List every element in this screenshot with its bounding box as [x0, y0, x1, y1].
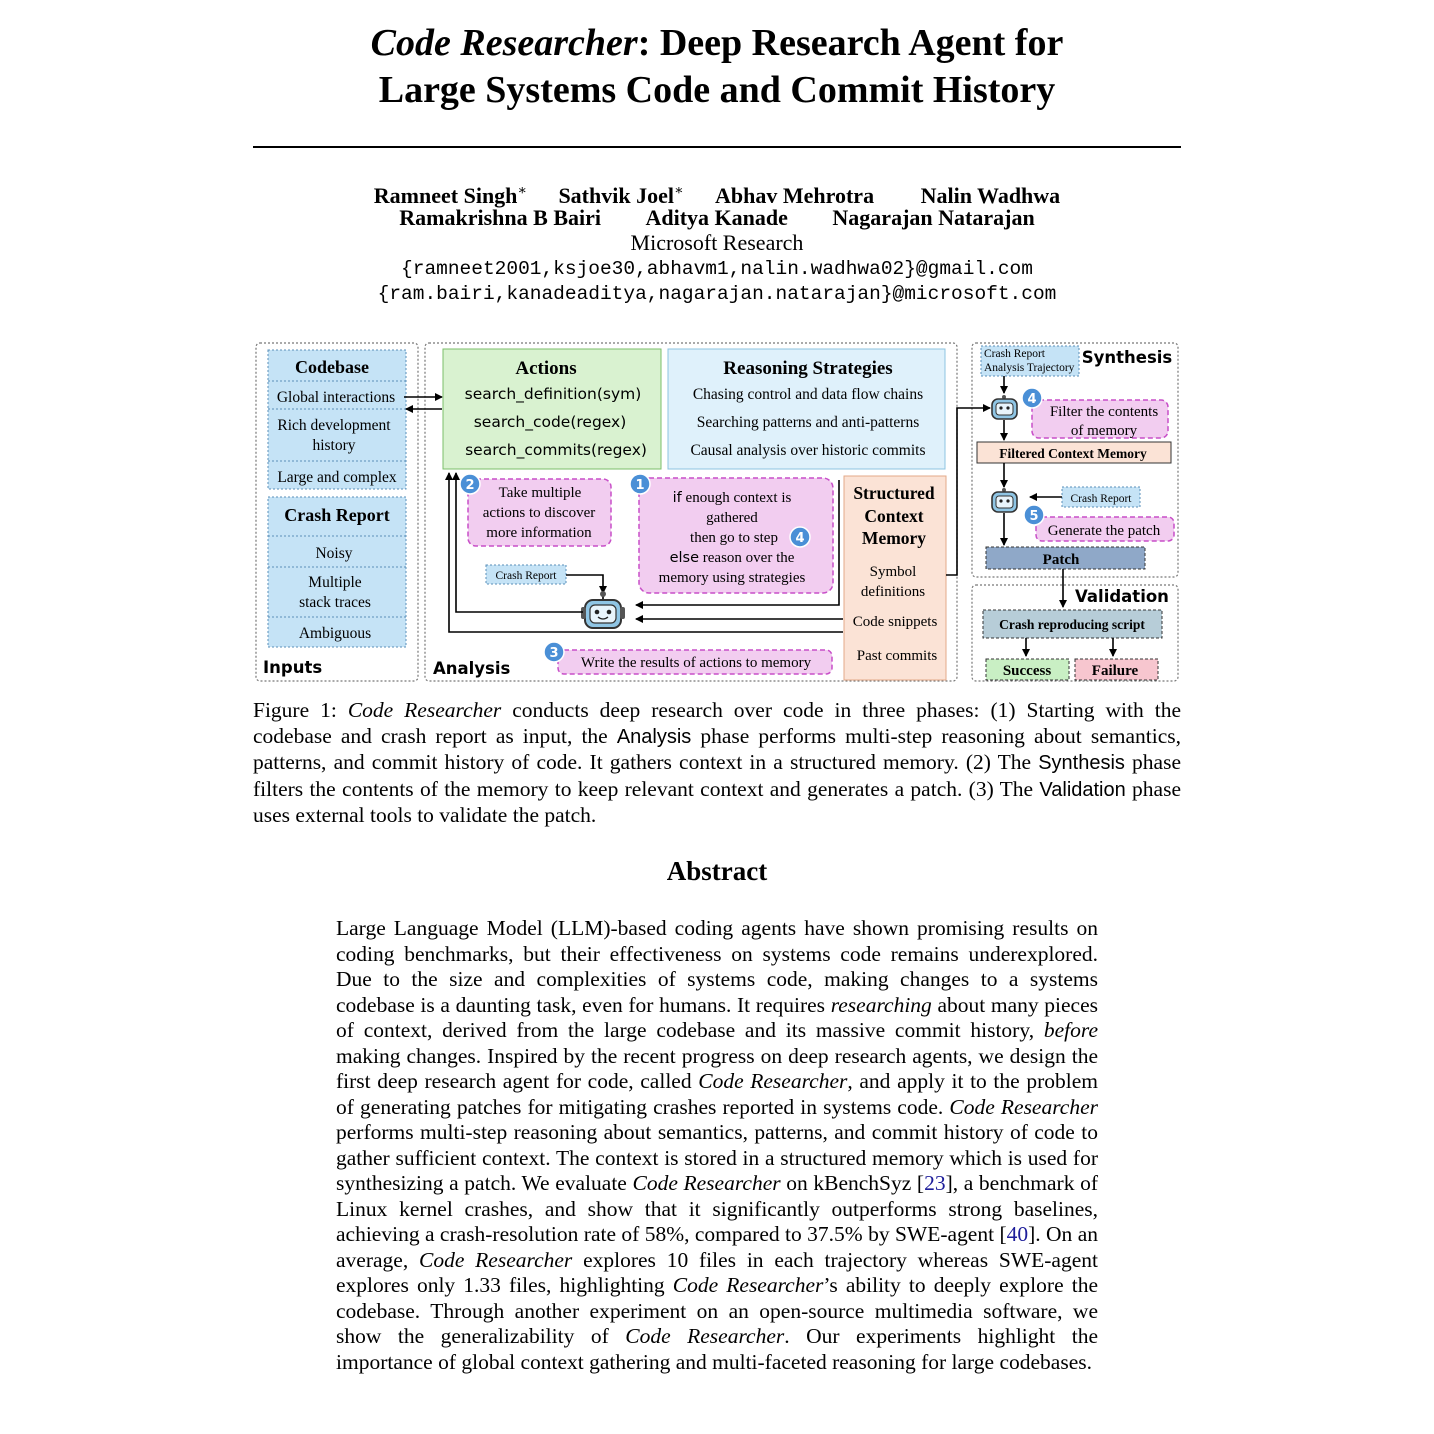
step1-line: memory using strategies [658, 570, 806, 586]
author: Nalin Wadhwa [920, 183, 1061, 209]
codebase-item: history [312, 437, 356, 454]
author: Aditya Kanade [645, 205, 788, 230]
svg-text:Crash Report: Crash Report [1070, 493, 1132, 505]
svg-text:of memory: of memory [1070, 423, 1138, 439]
citation-link[interactable]: 23 [924, 1171, 946, 1195]
synthesis-robot-icon-1 [992, 395, 1017, 419]
analysis-panel-label: Analysis [433, 659, 511, 678]
step2-line: Take multiple [498, 485, 582, 501]
abstract-heading: Abstract [666, 856, 768, 886]
agent-robot-icon [581, 591, 625, 628]
strategy-item: Causal analysis over historic commits [690, 442, 926, 459]
codebase-item: Rich development [277, 417, 391, 434]
crash-item: stack traces [299, 594, 371, 611]
title-line2: Large Systems Code and Commit History [378, 69, 1056, 111]
action-item: search_code(regex) [473, 413, 627, 431]
strategies-title: Reasoning Strategies [723, 358, 893, 379]
step1-line: if enough context is [672, 490, 792, 506]
svg-text:1: 1 [635, 478, 645, 493]
author: Ramneet Singh∗ [373, 183, 527, 209]
action-item: search_commits(regex) [465, 441, 647, 459]
codebase-item: Global interactions [276, 389, 396, 406]
memory-item: Symbol [869, 564, 917, 580]
svg-text:Success: Success [1002, 663, 1052, 679]
svg-text:Crash Report: Crash Report [495, 570, 557, 582]
citation-link[interactable]: 40 [1006, 1222, 1029, 1246]
title-name: Code Researcher [370, 22, 638, 64]
step1-line: else reason over the [669, 550, 795, 566]
affiliation: Microsoft Research [630, 230, 804, 255]
memory-item: definitions [860, 584, 926, 600]
svg-text:Filtered Context Memory: Filtered Context Memory [999, 446, 1147, 461]
memory-item: Past commits [856, 648, 938, 664]
svg-text:3: 3 [549, 646, 559, 661]
title-rule [253, 146, 1181, 148]
step3-text: Write the results of actions to memory [580, 655, 812, 671]
synthesis-panel-label: Synthesis [1081, 348, 1173, 367]
author: Abhav Mehrotra [714, 183, 875, 209]
step1-line: gathered [706, 510, 758, 526]
crash-item: Noisy [315, 545, 353, 562]
strategy-item: Chasing control and data flow chains [692, 386, 924, 403]
svg-text:Patch: Patch [1042, 552, 1080, 568]
step2-line: actions to discover [482, 505, 596, 521]
svg-text:2: 2 [465, 478, 475, 493]
inputs-panel-label: Inputs [263, 658, 323, 677]
memory-title: Structured [853, 483, 935, 503]
abstract-body: Large Language Model (LLM)-based coding agents have shown promising results on coding benchmarks, but their effectiveness on systems code remains underexplored. Due to the size and complexities of systems code, making changes to a systems codebase is a daunting task, even for humans. It requires researching about many pieces of context, derived from the large codebase and its massive commit history, before making changes. Inspired by the recent progress on deep research agents, we design the first deep research agent for code, called Code Researcher, and apply it to the problem of generating patches for mitigating crashes reported in systems code. Code Researcher performs multi-step reasoning about semantics, patterns, and commit history of code to gather sufficient context. The context is stored in a structured memory which is used for synthesizing a patch. We evaluate Code Researcher on kBenchSyz [23], a benchmark of Linux kernel crashes, and show that it significantly outperforms strong baselines, achieving a crash-resolution rate of 58%, compared to 37.5% by SWE-agent [40]. On an average, Code Researcher explores 10 files in each trajectory whereas SWE-agent explores only 1.33 files, highlighting Code Researcher’s ability to deeply explore the codebase. Through another experiment on an open-source multimedia software, we show the generalizability of Code Researcher. Our experiments highlight the importance of global context gathering and multi-faceted reasoning for large codebases. [336, 916, 1098, 1374]
svg-text:Crash reproducing script: Crash reproducing script [999, 617, 1145, 632]
memory-item: Code snippets [852, 614, 938, 630]
memory-title: Memory [861, 528, 927, 548]
svg-text:Analysis Trajectory: Analysis Trajectory [984, 362, 1075, 374]
email-2: {ram.bairi,kanadeaditya,nagarajan.natarajan}@microsoft.com [377, 283, 1057, 305]
actions-title: Actions [515, 358, 577, 379]
title-rest: : Deep Research Agent for [637, 22, 1064, 64]
crash-item: Multiple [308, 574, 362, 591]
author: Ramakrishna B Bairi [399, 205, 601, 230]
crash-item: Ambiguous [298, 625, 372, 642]
svg-text:Crash Report: Crash Report [984, 348, 1046, 360]
validation-panel-label: Validation [1075, 587, 1169, 606]
action-item: search_definition(sym) [464, 385, 642, 403]
strategy-item: Searching patterns and anti-patterns [696, 414, 920, 431]
authors-row-2 [0, 205, 1434, 231]
step1-line: then go to step [690, 530, 778, 546]
svg-text:Generate the patch: Generate the patch [1047, 523, 1161, 539]
memory-title: Context [864, 506, 924, 526]
codebase-title: Codebase [294, 357, 370, 377]
synthesis-robot-icon-2 [992, 488, 1017, 512]
svg-text:4: 4 [795, 531, 805, 546]
codebase-item: Large and complex [277, 469, 397, 486]
crash-report-title: Crash Report [284, 505, 390, 525]
svg-text:5: 5 [1029, 509, 1039, 524]
svg-text:4: 4 [1027, 392, 1037, 407]
step2-line: more information [486, 525, 592, 541]
svg-text:Filter the contents: Filter the contents [1049, 404, 1159, 420]
email-1: {ramneet2001,ksjoe30,abhavm1,nalin.wadhwa02}@gmail.com [401, 258, 1033, 280]
paper-title [0, 20, 1434, 114]
author: Sathvik Joel∗ [558, 183, 684, 209]
figure-caption: Figure 1: Code Researcher conducts deep research over code in three phases: (1) Starting with the codebase and crash report as input, the Analysis phase performs multi-step reasoning about semantics, patterns, and commit history of code. It gathers context in a structured memory. (2) The Synthesis phase filters the contents of the memory to keep relevant context and generates a patch. (3) The Validation phase uses external tools to validate the patch. [253, 698, 1182, 827]
author: Nagarajan Natarajan [832, 205, 1035, 230]
figure-1-diagram [250, 338, 1185, 688]
svg-text:Failure: Failure [1091, 663, 1139, 679]
